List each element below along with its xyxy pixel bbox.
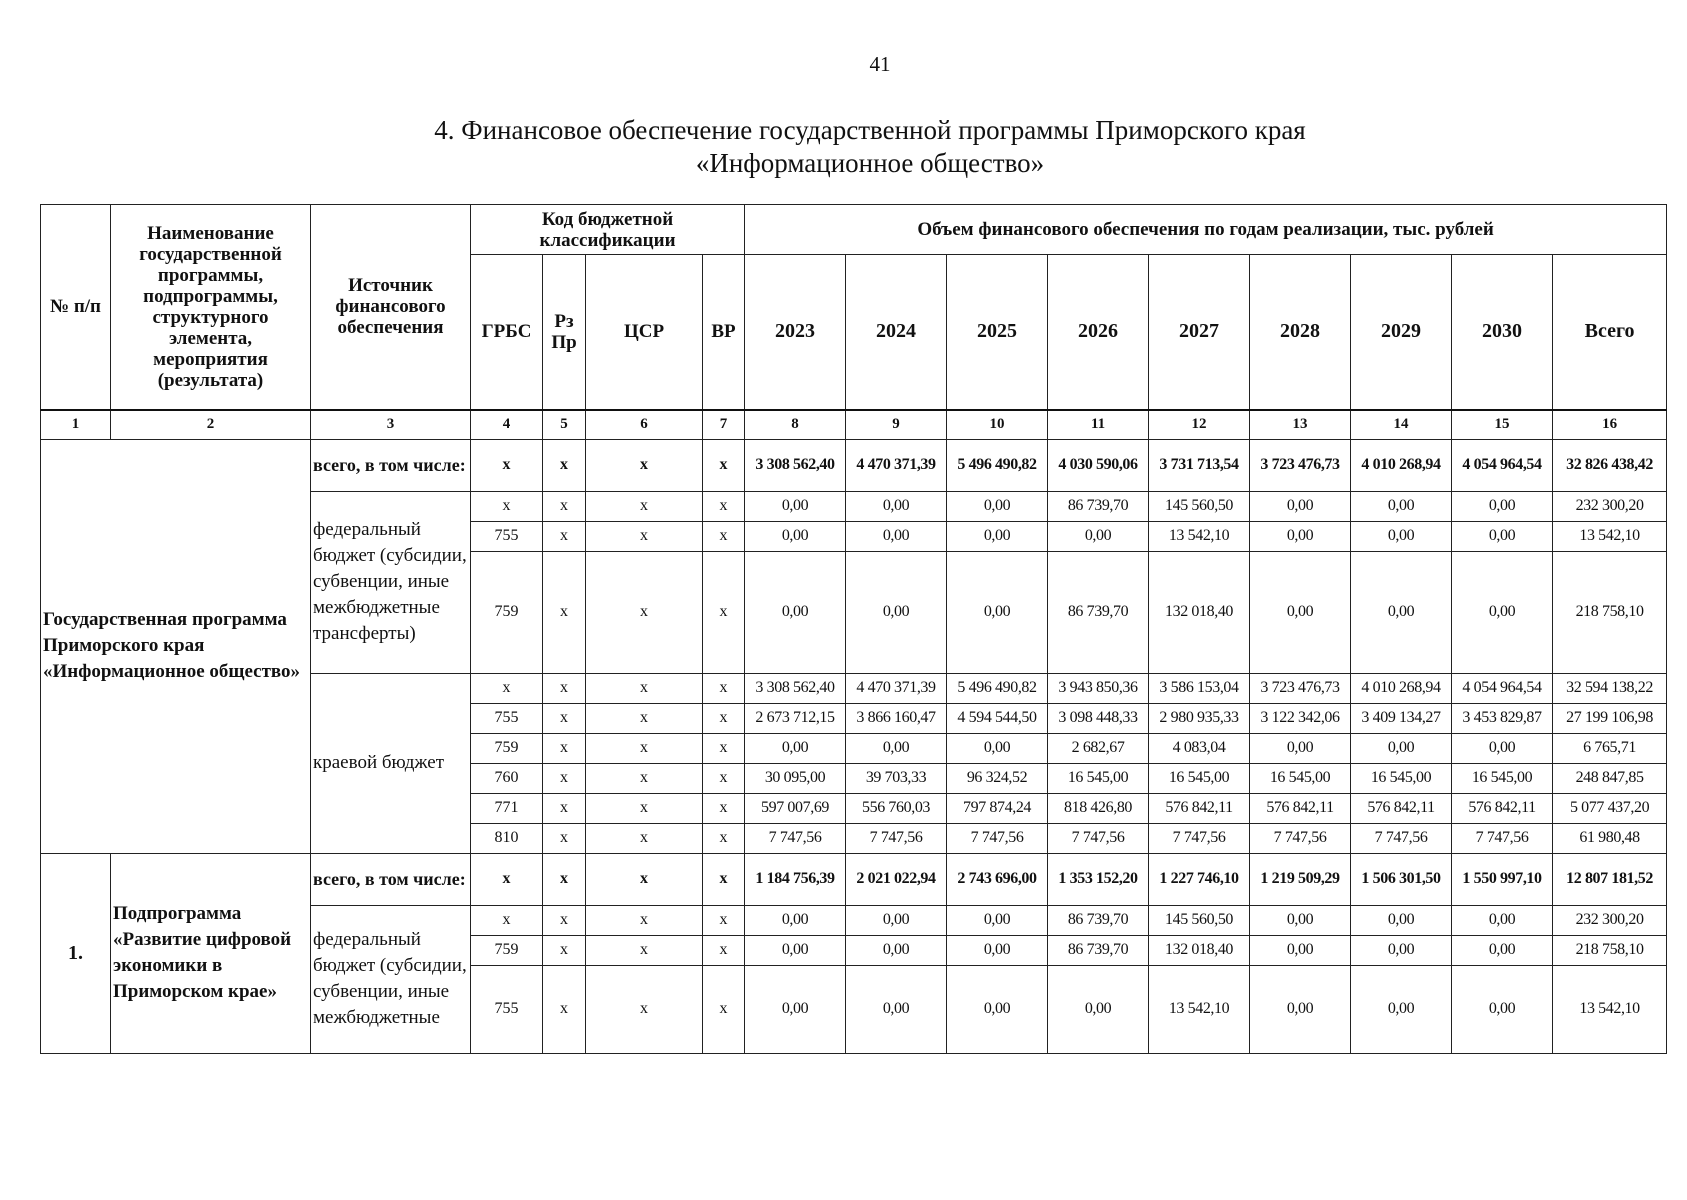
- value-cell: 232 300,20: [1553, 491, 1667, 521]
- rz-cell: х: [543, 793, 586, 823]
- value-cell: 2 743 696,00: [947, 853, 1048, 905]
- vr-cell: х: [703, 521, 745, 551]
- value-cell: 576 842,11: [1351, 793, 1452, 823]
- value-cell: 248 847,85: [1553, 763, 1667, 793]
- csr-cell: х: [586, 793, 703, 823]
- value-cell: 2 673 712,15: [745, 703, 846, 733]
- table-row: [41, 439, 1667, 491]
- grbs-cell: 759: [471, 551, 543, 673]
- value-cell: 0,00: [947, 733, 1048, 763]
- rz-cell: х: [543, 521, 586, 551]
- value-cell: 4 010 268,94: [1351, 439, 1452, 491]
- grbs-cell: х: [471, 673, 543, 703]
- value-cell: 0,00: [745, 551, 846, 673]
- column-number: 8: [745, 410, 846, 440]
- value-cell: 0,00: [745, 491, 846, 521]
- value-cell: 3 098 448,33: [1048, 703, 1149, 733]
- csr-cell: х: [586, 733, 703, 763]
- value-cell: 0,00: [1048, 521, 1149, 551]
- value-cell: 7 747,56: [1351, 823, 1452, 853]
- value-cell: 145 560,50: [1149, 905, 1250, 935]
- value-cell: 3 409 134,27: [1351, 703, 1452, 733]
- value-cell: 30 095,00: [745, 763, 846, 793]
- subprogram-name: Подпрограмма «Развитие цифровой экономики в Приморском крае»: [111, 853, 311, 1053]
- value-cell: 0,00: [947, 935, 1048, 965]
- vr-cell: х: [703, 905, 745, 935]
- page-number: 41: [869, 52, 891, 76]
- value-cell: 86 739,70: [1048, 935, 1149, 965]
- vr-cell: х: [703, 703, 745, 733]
- value-cell: 7 747,56: [1048, 823, 1149, 853]
- header-grbs: ГРБС: [471, 255, 543, 410]
- value-cell: 3 866 160,47: [846, 703, 947, 733]
- grbs-cell: х: [471, 439, 543, 491]
- value-cell: 7 747,56: [846, 823, 947, 853]
- csr-cell: х: [586, 491, 703, 521]
- value-cell: 2 682,67: [1048, 733, 1149, 763]
- grbs-cell: 759: [471, 935, 543, 965]
- column-number: 11: [1048, 410, 1149, 440]
- value-cell: 0,00: [1048, 965, 1149, 1053]
- value-cell: 232 300,20: [1553, 905, 1667, 935]
- value-cell: 0,00: [1452, 521, 1553, 551]
- value-cell: 4 030 590,06: [1048, 439, 1149, 491]
- header-vr: ВР: [703, 255, 745, 410]
- value-cell: 16 545,00: [1452, 763, 1553, 793]
- rz-cell: х: [543, 935, 586, 965]
- column-number: 5: [543, 410, 586, 440]
- column-number: 4: [471, 410, 543, 440]
- value-cell: 0,00: [1351, 551, 1452, 673]
- csr-cell: х: [586, 935, 703, 965]
- value-cell: 2 980 935,33: [1149, 703, 1250, 733]
- vr-cell: х: [703, 793, 745, 823]
- value-cell: 3 731 713,54: [1149, 439, 1250, 491]
- column-number: 13: [1250, 410, 1351, 440]
- grbs-cell: х: [471, 905, 543, 935]
- value-cell: 86 739,70: [1048, 551, 1149, 673]
- value-cell: 556 760,03: [846, 793, 947, 823]
- source-total: всего, в том числе:: [311, 853, 471, 905]
- value-cell: 0,00: [1250, 965, 1351, 1053]
- value-cell: 7 747,56: [745, 823, 846, 853]
- column-number: 3: [311, 410, 471, 440]
- header-year: 2030: [1452, 255, 1553, 410]
- header-csr: ЦСР: [586, 255, 703, 410]
- value-cell: 32 826 438,42: [1553, 439, 1667, 491]
- value-cell: 1 219 509,29: [1250, 853, 1351, 905]
- value-cell: 218 758,10: [1553, 935, 1667, 965]
- value-cell: 0,00: [947, 905, 1048, 935]
- value-cell: 0,00: [1452, 905, 1553, 935]
- value-cell: 132 018,40: [1149, 551, 1250, 673]
- value-cell: 3 308 562,40: [745, 673, 846, 703]
- value-cell: 145 560,50: [1149, 491, 1250, 521]
- value-cell: 3 308 562,40: [745, 439, 846, 491]
- csr-cell: х: [586, 965, 703, 1053]
- value-cell: 0,00: [846, 491, 947, 521]
- grbs-cell: 755: [471, 965, 543, 1053]
- value-cell: 0,00: [745, 965, 846, 1053]
- value-cell: 13 542,10: [1149, 965, 1250, 1053]
- value-cell: 7 747,56: [1250, 823, 1351, 853]
- grbs-cell: 771: [471, 793, 543, 823]
- csr-cell: х: [586, 673, 703, 703]
- value-cell: 576 842,11: [1452, 793, 1553, 823]
- value-cell: 3 723 476,73: [1250, 439, 1351, 491]
- column-number: 16: [1553, 410, 1667, 440]
- csr-cell: х: [586, 823, 703, 853]
- csr-cell: х: [586, 439, 703, 491]
- value-cell: 4 470 371,39: [846, 673, 947, 703]
- header-year: 2025: [947, 255, 1048, 410]
- value-cell: 3 122 342,06: [1250, 703, 1351, 733]
- grbs-cell: 759: [471, 733, 543, 763]
- value-cell: 597 007,69: [745, 793, 846, 823]
- value-cell: 4 083,04: [1149, 733, 1250, 763]
- column-number: 7: [703, 410, 745, 440]
- header-name: Наименование государственной программы, подпрограммы, структурного элемента, мероприятия (результата): [111, 205, 311, 410]
- value-cell: 3 586 153,04: [1149, 673, 1250, 703]
- value-cell: 576 842,11: [1250, 793, 1351, 823]
- value-cell: 0,00: [745, 905, 846, 935]
- csr-cell: х: [586, 551, 703, 673]
- value-cell: 7 747,56: [947, 823, 1048, 853]
- rz-cell: х: [543, 853, 586, 905]
- value-cell: 4 470 371,39: [846, 439, 947, 491]
- column-number: 12: [1149, 410, 1250, 440]
- value-cell: 7 747,56: [1452, 823, 1553, 853]
- csr-cell: х: [586, 853, 703, 905]
- value-cell: 0,00: [846, 733, 947, 763]
- grbs-cell: 755: [471, 703, 543, 733]
- value-cell: 0,00: [745, 733, 846, 763]
- value-cell: 0,00: [947, 521, 1048, 551]
- subprogram-number: 1.: [41, 853, 111, 1053]
- value-cell: 4 054 964,54: [1452, 439, 1553, 491]
- value-cell: 0,00: [1351, 521, 1452, 551]
- value-cell: 1 353 152,20: [1048, 853, 1149, 905]
- value-cell: 0,00: [1452, 935, 1553, 965]
- value-cell: 27 199 106,98: [1553, 703, 1667, 733]
- value-cell: 0,00: [1351, 733, 1452, 763]
- rz-cell: х: [543, 673, 586, 703]
- value-cell: 0,00: [1351, 905, 1452, 935]
- header-rz: Рз Пр: [543, 255, 586, 410]
- financing-table: [40, 204, 1667, 1054]
- value-cell: 7 747,56: [1149, 823, 1250, 853]
- value-cell: 5 496 490,82: [947, 439, 1048, 491]
- grbs-cell: х: [471, 853, 543, 905]
- value-cell: 13 542,10: [1149, 521, 1250, 551]
- value-cell: 0,00: [947, 491, 1048, 521]
- source-federal: федеральный бюджет (субсидии, субвенции, иные межбюджетные трансферты): [311, 491, 471, 673]
- value-cell: 818 426,80: [1048, 793, 1149, 823]
- column-number: 10: [947, 410, 1048, 440]
- value-cell: 32 594 138,22: [1553, 673, 1667, 703]
- header-year: 2026: [1048, 255, 1149, 410]
- csr-cell: х: [586, 703, 703, 733]
- value-cell: 16 545,00: [1048, 763, 1149, 793]
- rz-cell: х: [543, 965, 586, 1053]
- column-number-row: [41, 410, 1667, 440]
- value-cell: 0,00: [745, 935, 846, 965]
- rz-cell: х: [543, 551, 586, 673]
- value-cell: 1 227 746,10: [1149, 853, 1250, 905]
- value-cell: 0,00: [1452, 491, 1553, 521]
- header-volume: Объем финансового обеспечения по годам реализации, тыс. рублей: [745, 205, 1667, 255]
- value-cell: 0,00: [1351, 491, 1452, 521]
- value-cell: 6 765,71: [1553, 733, 1667, 763]
- value-cell: 0,00: [1250, 935, 1351, 965]
- value-cell: 0,00: [1250, 551, 1351, 673]
- header-total: Всего: [1553, 255, 1667, 410]
- grbs-cell: х: [471, 491, 543, 521]
- value-cell: 1 550 997,10: [1452, 853, 1553, 905]
- table-row: [41, 853, 1667, 905]
- table-body: [41, 410, 1667, 1054]
- value-cell: 0,00: [846, 965, 947, 1053]
- grbs-cell: 755: [471, 521, 543, 551]
- csr-cell: х: [586, 763, 703, 793]
- value-cell: 0,00: [947, 551, 1048, 673]
- vr-cell: х: [703, 439, 745, 491]
- value-cell: 0,00: [1452, 965, 1553, 1053]
- header-year: 2028: [1250, 255, 1351, 410]
- vr-cell: х: [703, 733, 745, 763]
- value-cell: 3 943 850,36: [1048, 673, 1149, 703]
- rz-cell: х: [543, 491, 586, 521]
- value-cell: 0,00: [1452, 733, 1553, 763]
- value-cell: 13 542,10: [1553, 965, 1667, 1053]
- value-cell: 2 021 022,94: [846, 853, 947, 905]
- header-num: № п/п: [41, 205, 111, 410]
- rz-cell: х: [543, 703, 586, 733]
- column-number: 1: [41, 410, 111, 440]
- value-cell: 1 506 301,50: [1351, 853, 1452, 905]
- value-cell: 0,00: [1250, 521, 1351, 551]
- value-cell: 61 980,48: [1553, 823, 1667, 853]
- value-cell: 132 018,40: [1149, 935, 1250, 965]
- vr-cell: х: [703, 965, 745, 1053]
- vr-cell: х: [703, 935, 745, 965]
- header-year: 2024: [846, 255, 947, 410]
- grbs-cell: 760: [471, 763, 543, 793]
- rz-cell: х: [543, 439, 586, 491]
- value-cell: 4 594 544,50: [947, 703, 1048, 733]
- csr-cell: х: [586, 521, 703, 551]
- rz-cell: х: [543, 763, 586, 793]
- vr-cell: х: [703, 763, 745, 793]
- value-cell: 576 842,11: [1149, 793, 1250, 823]
- vr-cell: х: [703, 853, 745, 905]
- value-cell: 0,00: [1351, 935, 1452, 965]
- vr-cell: х: [703, 551, 745, 673]
- title-line-1: 4. Финансовое обеспечение государственной программы Приморского края: [434, 115, 1306, 145]
- title-line-2: «Информационное общество»: [695, 148, 1045, 178]
- value-cell: 0,00: [846, 935, 947, 965]
- column-number: 2: [111, 410, 311, 440]
- column-number: 9: [846, 410, 947, 440]
- value-cell: 0,00: [1452, 551, 1553, 673]
- value-cell: 0,00: [745, 521, 846, 551]
- source-regional: краевой бюджет: [311, 673, 471, 853]
- source-total: всего, в том числе:: [311, 439, 471, 491]
- value-cell: 0,00: [846, 551, 947, 673]
- value-cell: 86 739,70: [1048, 905, 1149, 935]
- header-source: Источник финансового обеспечения: [311, 205, 471, 410]
- rz-cell: х: [543, 733, 586, 763]
- header-budget-code: Код бюджетной классификации: [471, 205, 745, 255]
- value-cell: 0,00: [846, 521, 947, 551]
- csr-cell: х: [586, 905, 703, 935]
- value-cell: 3 453 829,87: [1452, 703, 1553, 733]
- vr-cell: х: [703, 491, 745, 521]
- value-cell: 5 496 490,82: [947, 673, 1048, 703]
- page-title: [340, 114, 1400, 180]
- value-cell: 0,00: [947, 965, 1048, 1053]
- value-cell: 16 545,00: [1351, 763, 1452, 793]
- grbs-cell: 810: [471, 823, 543, 853]
- value-cell: 3 723 476,73: [1250, 673, 1351, 703]
- column-number: 15: [1452, 410, 1553, 440]
- value-cell: 0,00: [846, 905, 947, 935]
- header-year: 2023: [745, 255, 846, 410]
- value-cell: 1 184 756,39: [745, 853, 846, 905]
- value-cell: 218 758,10: [1553, 551, 1667, 673]
- value-cell: 4 054 964,54: [1452, 673, 1553, 703]
- value-cell: 13 542,10: [1553, 521, 1667, 551]
- value-cell: 4 010 268,94: [1351, 673, 1452, 703]
- value-cell: 0,00: [1351, 965, 1452, 1053]
- vr-cell: х: [703, 673, 745, 703]
- value-cell: 5 077 437,20: [1553, 793, 1667, 823]
- rz-cell: х: [543, 823, 586, 853]
- vr-cell: х: [703, 823, 745, 853]
- column-number: 6: [586, 410, 703, 440]
- value-cell: 86 739,70: [1048, 491, 1149, 521]
- column-number: 14: [1351, 410, 1452, 440]
- value-cell: 16 545,00: [1250, 763, 1351, 793]
- value-cell: 0,00: [1250, 491, 1351, 521]
- value-cell: 96 324,52: [947, 763, 1048, 793]
- value-cell: 39 703,33: [846, 763, 947, 793]
- value-cell: 12 807 181,52: [1553, 853, 1667, 905]
- source-federal: федеральный бюджет (субсидии, субвенции, иные межбюджетные: [311, 905, 471, 1053]
- value-cell: 0,00: [1250, 905, 1351, 935]
- value-cell: 0,00: [1250, 733, 1351, 763]
- value-cell: 797 874,24: [947, 793, 1048, 823]
- rz-cell: х: [543, 905, 586, 935]
- header-year: 2029: [1351, 255, 1452, 410]
- program-name: Государственная программа Приморского края «Информационное общество»: [41, 439, 311, 853]
- table-header: [41, 205, 1667, 410]
- header-year: 2027: [1149, 255, 1250, 410]
- value-cell: 16 545,00: [1149, 763, 1250, 793]
